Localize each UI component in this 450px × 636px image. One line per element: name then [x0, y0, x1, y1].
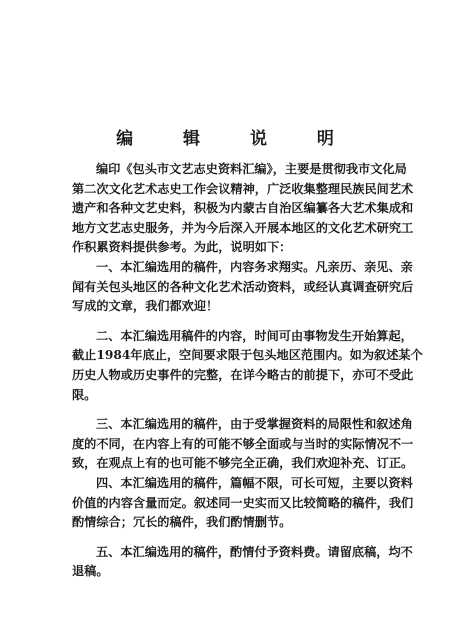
paragraph-line: 三、本汇编选用的稿件，由于受掌握资料的局限性和叙述角: [96, 417, 413, 432]
paragraph-line: 写成的文章，我们都欢迎！: [72, 299, 219, 314]
paragraph-item-2: [72, 327, 423, 405]
paragraph-line: 第二次文化艺术志史工作会议精神，广泛收集整理民族民间艺术: [72, 181, 414, 196]
paragraph-line: 遗产和各种文艺史料，积极为内蒙古自治区编纂各大艺术集成和: [72, 201, 414, 216]
paragraph-line: 五、本汇编选用的稿件，酌情付予资料费。请留底稿，均不: [96, 544, 413, 559]
paragraph-line: 闻有关包头地区的各种文化艺术活动资料，或经认真调查研究后: [72, 279, 414, 294]
paragraph-line: 编印《包头市文艺志史资料汇编》，主要是贯彻我市文化局: [96, 162, 407, 176]
paragraph-line: 历史人物或历史事件的完整，在详今略古的前提下，亦可不受此: [72, 367, 414, 382]
paragraph-item-1: [72, 258, 414, 317]
paragraph-line: 作积累资料提供参考。为此，说明如下：: [72, 240, 292, 255]
paragraph-line: 截止1984年底止，空间要求限于包头地区范围内。如为叙述某个: [72, 348, 423, 363]
paragraph-gap: [72, 317, 392, 327]
paragraph-line: 地方文艺志史服务，并为今后深入开展本地区的文化艺术研究工: [72, 220, 414, 235]
paragraph-gap: [72, 533, 392, 543]
paragraph-line: 限。: [72, 387, 97, 402]
paragraph-item-3: [72, 415, 414, 474]
paragraph-intro: [72, 160, 414, 258]
paragraph-line: 度的不同，在内容上有的可能不够全面或与当时的实际情况不一: [72, 436, 414, 451]
paragraph-line: 酌情综合；冗长的稿件，我们酌情删节。: [72, 515, 292, 530]
paragraph-line: 四、本汇编选用的稿件，篇幅不限，可长可短，主要以资料: [96, 475, 413, 490]
paragraph-line: 价值的内容含量而定。叙述同一史实而又比较简略的稿件，我们: [72, 495, 414, 510]
paragraph-line: 二、本汇编选用稿件的内容，时间可由事物发生开始算起，: [96, 328, 413, 343]
paragraph-item-5: [72, 543, 413, 582]
paragraph-line: 致，在观点上有的也可能不够完全正确，我们欢迎补充、订正。: [72, 456, 414, 471]
paragraph-item-4: [72, 474, 414, 533]
paragraph-gap: [72, 405, 392, 415]
document-body: [72, 160, 423, 582]
page-title: 编 辑 说 明: [116, 129, 356, 149]
paragraph-line: 一、本汇编选用的稿件，内容务求翔实。凡亲历、亲见、亲: [96, 259, 413, 274]
paragraph-line: 退稿。: [72, 564, 109, 579]
